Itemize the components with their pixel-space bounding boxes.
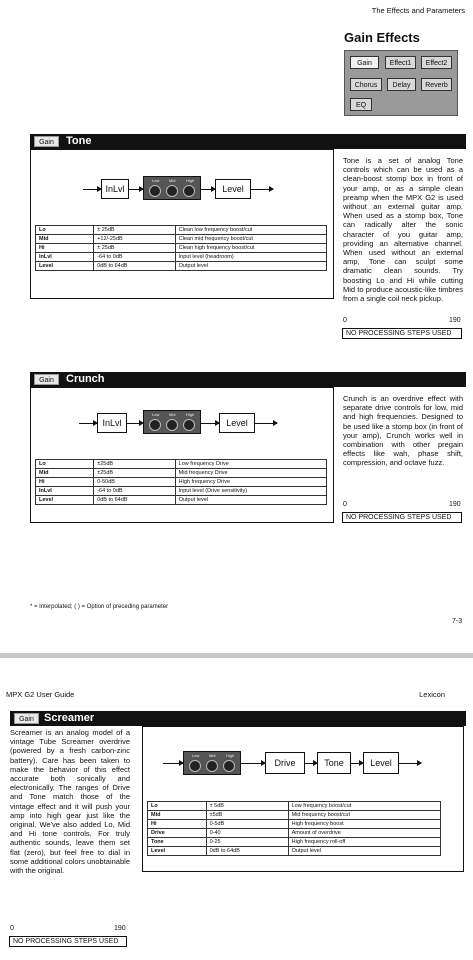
gain-effects-selector bbox=[344, 50, 458, 116]
page-divider bbox=[0, 653, 473, 658]
screamer-section-bar bbox=[10, 711, 466, 726]
param-range: 0-40 bbox=[206, 829, 288, 838]
screamer-knob-mid-label: Mid bbox=[209, 753, 216, 758]
param-function: Mid frequency Drive bbox=[175, 469, 326, 478]
param-range: ±5dB bbox=[206, 811, 288, 820]
effect2-button[interactable]: Effect2 bbox=[421, 56, 452, 69]
param-range: ± 5dB bbox=[206, 802, 288, 811]
screamer-high-knob-icon bbox=[223, 760, 235, 772]
screamer-level-block: Level bbox=[363, 752, 399, 774]
param-range: 0dB to 64dB bbox=[94, 496, 175, 505]
tone-title: Tone bbox=[66, 135, 92, 147]
crunch-arrow-1 bbox=[127, 423, 143, 424]
param-range: 0dB to 64dB bbox=[206, 847, 288, 856]
crunch-knob-panel bbox=[143, 410, 201, 434]
param-range: 0-50dB bbox=[94, 478, 175, 487]
tone-knob-panel bbox=[143, 176, 201, 200]
crunch-mid-knob-icon bbox=[166, 419, 178, 431]
screamer-title: Screamer bbox=[44, 712, 95, 724]
param-name: Level bbox=[36, 496, 94, 505]
tone-inlvl-block: InLvl bbox=[101, 179, 129, 199]
screamer-knob-low-label: Low bbox=[192, 753, 200, 758]
param-function: Input level (Drive sensitivity) bbox=[175, 487, 326, 496]
table-row bbox=[36, 496, 327, 505]
param-name: Mid bbox=[148, 811, 207, 820]
reverb-button[interactable]: Reverb bbox=[421, 78, 452, 91]
screamer-low-knob-icon bbox=[189, 760, 201, 772]
table-row bbox=[36, 253, 327, 262]
param-function: Clean mid frequency boost/cut bbox=[175, 235, 326, 244]
param-function: High frequency Drive bbox=[175, 478, 326, 487]
table-row bbox=[36, 460, 327, 469]
table-row bbox=[36, 478, 327, 487]
crunch-in-arrow bbox=[79, 423, 97, 424]
screamer-description: Screamer is an analog model of a vintage Tube Screamer overdrive (powered by a fresh carbon-zinc battery). Care has been taken to make the behavior of this effect accurate both sonically and electronically. The ranges of Drive and Tone match those of the vintage effect and it will push your amp into high gear just like the original. We've also added Lo, Mid and Hi tone controls. For truly authentic sounds, leave them set flat (zero), but feel free to dial in some additional colors unobtainable with the original. bbox=[10, 728, 130, 876]
crunch-knob-low-label: Low bbox=[152, 412, 160, 417]
crunch-low-knob-icon bbox=[149, 419, 161, 431]
param-name: Drive bbox=[148, 829, 207, 838]
param-name: InLvl bbox=[36, 487, 94, 496]
param-name: Mid bbox=[36, 235, 94, 244]
crunch-scale-min: 0 bbox=[343, 501, 347, 508]
param-range: -64 to 0dB bbox=[94, 253, 175, 262]
tone-level-block: Level bbox=[215, 179, 251, 199]
crunch-inlvl-block: InLvl bbox=[97, 413, 127, 433]
crunch-scale-max: 190 bbox=[449, 501, 461, 508]
table-row bbox=[36, 244, 327, 253]
tone-low-knob-icon bbox=[149, 185, 161, 197]
screamer-arrow-2 bbox=[305, 763, 317, 764]
param-function: Amount of overdrive bbox=[288, 829, 440, 838]
screamer-param-table bbox=[147, 801, 441, 856]
screamer-arrow-1 bbox=[241, 763, 265, 764]
crunch-level-block: Level bbox=[219, 413, 255, 433]
table-row bbox=[148, 820, 441, 829]
crunch-section-bar bbox=[30, 372, 466, 387]
footnote: * = Interpolated; ( ) = Option of preceding parameter bbox=[30, 604, 169, 610]
screamer-scale-max: 190 bbox=[114, 925, 126, 932]
param-function: Low frequency boost/cut bbox=[288, 802, 440, 811]
table-row bbox=[36, 235, 327, 244]
screamer-knob-panel bbox=[183, 751, 241, 775]
param-function: High frequency roll-off bbox=[288, 838, 440, 847]
param-name: Hi bbox=[36, 478, 94, 487]
param-function: Input level (headroom) bbox=[175, 253, 326, 262]
tone-out-arrow bbox=[251, 189, 273, 190]
param-range: -64 to 0dB bbox=[94, 487, 175, 496]
gain-button[interactable]: Gain bbox=[350, 56, 379, 69]
screamer-scale-min: 0 bbox=[10, 925, 14, 932]
param-function: Mid frequency boost/cut bbox=[288, 811, 440, 820]
tone-scale-max: 190 bbox=[449, 317, 461, 324]
page2-header-right: Lexicon bbox=[419, 690, 445, 699]
param-function: Clean low frequency boost/cut bbox=[175, 226, 326, 235]
tone-diagram-panel bbox=[30, 149, 334, 299]
tone-steps-label: NO PROCESSING STEPS USED bbox=[342, 328, 462, 339]
param-function: High frequency boost bbox=[288, 820, 440, 829]
screamer-steps-label: NO PROCESSING STEPS USED bbox=[9, 936, 127, 947]
page2-header-left: MPX G2 User Guide bbox=[6, 690, 75, 699]
param-range: 0-5dB bbox=[206, 820, 288, 829]
table-row bbox=[36, 469, 327, 478]
screamer-out-arrow bbox=[399, 763, 421, 764]
tone-knob-high-label: High bbox=[186, 178, 195, 183]
tone-knob-mid-label: Mid bbox=[169, 178, 176, 183]
param-range: ±25dB bbox=[94, 460, 175, 469]
screamer-in-arrow bbox=[163, 763, 183, 764]
param-name: Mid bbox=[36, 469, 94, 478]
param-name: Hi bbox=[36, 244, 94, 253]
crunch-gain-tag: Gain bbox=[34, 374, 59, 385]
tone-arrow-1 bbox=[129, 189, 143, 190]
param-name: Level bbox=[36, 262, 94, 271]
table-row bbox=[148, 838, 441, 847]
tone-description: Tone is a set of analog Tone controls which can be used as a clean-boost stomp box in front of your amp, or as a simple clean preamp when the MPX G2 is used without an external guitar amp. When used as a stomp box, Tone can radically alter the sonic character of you guitar amp, providing an alternative channel. When used without an external amp, Tone can sculpt some dramatic clean sounds. Try boosting Lo and Hi while cutting Mid to produce acoustic-like timbres from a single coil neck pickup. bbox=[343, 156, 463, 304]
tone-in-arrow bbox=[83, 189, 101, 190]
crunch-title: Crunch bbox=[66, 373, 105, 385]
eq-button[interactable]: EQ bbox=[350, 98, 372, 111]
crunch-diagram-panel bbox=[30, 387, 334, 523]
crunch-steps-label: NO PROCESSING STEPS USED bbox=[342, 512, 462, 523]
param-range: ± 25dB bbox=[94, 244, 175, 253]
tone-mid-knob-icon bbox=[166, 185, 178, 197]
param-name: Hi bbox=[148, 820, 207, 829]
param-name: Lo bbox=[36, 460, 94, 469]
effect1-button[interactable]: Effect1 bbox=[385, 56, 416, 69]
crunch-param-table bbox=[35, 459, 327, 505]
param-name: Lo bbox=[148, 802, 207, 811]
screamer-knob-high-label: High bbox=[226, 753, 235, 758]
param-range: ±25dB bbox=[94, 469, 175, 478]
param-function: Output level bbox=[175, 262, 326, 271]
tone-section-bar bbox=[30, 134, 466, 149]
crunch-arrow-2 bbox=[201, 423, 219, 424]
page-header: The Effects and Parameters bbox=[371, 6, 465, 15]
param-function: Output level bbox=[288, 847, 440, 856]
table-row bbox=[36, 487, 327, 496]
param-function: Output level bbox=[175, 496, 326, 505]
screamer-gain-tag: Gain bbox=[14, 713, 39, 724]
table-row bbox=[36, 226, 327, 235]
screamer-drive-block: Drive bbox=[265, 752, 305, 774]
screamer-mid-knob-icon bbox=[206, 760, 218, 772]
param-name: Level bbox=[148, 847, 207, 856]
screamer-arrow-3 bbox=[351, 763, 363, 764]
table-row bbox=[148, 829, 441, 838]
param-range: 0dB to 64dB bbox=[94, 262, 175, 271]
param-range: 0-25 bbox=[206, 838, 288, 847]
param-function: Clean high frequency boost/cut bbox=[175, 244, 326, 253]
param-name: InLvl bbox=[36, 253, 94, 262]
crunch-knob-mid-label: Mid bbox=[169, 412, 176, 417]
crunch-description: Crunch is an overdrive effect with separate drive controls for low, mid and high frequencies. Designed to be used like a stomp box (in front of your amp), Crunch works well in combination with other pregain effects like wah, phase shift, compression, and octave fuzz. bbox=[343, 394, 463, 468]
tone-knob-low-label: Low bbox=[152, 178, 160, 183]
gain-effects-title: Gain Effects bbox=[344, 30, 420, 45]
tone-high-knob-icon bbox=[183, 185, 195, 197]
screamer-tone-block: Tone bbox=[317, 752, 351, 774]
crunch-out-arrow bbox=[255, 423, 277, 424]
param-name: Lo bbox=[36, 226, 94, 235]
tone-gain-tag: Gain bbox=[34, 136, 59, 147]
screamer-diagram-panel bbox=[142, 726, 464, 872]
delay-button[interactable]: Delay bbox=[387, 78, 416, 91]
table-row bbox=[148, 811, 441, 820]
param-function: Low frequency Drive bbox=[175, 460, 326, 469]
crunch-high-knob-icon bbox=[183, 419, 195, 431]
page-number: 7-3 bbox=[452, 618, 463, 625]
param-name: Tone bbox=[148, 838, 207, 847]
tone-arrow-2 bbox=[201, 189, 215, 190]
param-range: ± 25dB bbox=[94, 226, 175, 235]
crunch-knob-high-label: High bbox=[186, 412, 195, 417]
table-row bbox=[148, 847, 441, 856]
table-row bbox=[36, 262, 327, 271]
tone-scale-min: 0 bbox=[343, 317, 347, 324]
chorus-button[interactable]: Chorus bbox=[350, 78, 382, 91]
tone-param-table bbox=[35, 225, 327, 271]
param-range: +12/-25dB bbox=[94, 235, 175, 244]
table-row bbox=[148, 802, 441, 811]
